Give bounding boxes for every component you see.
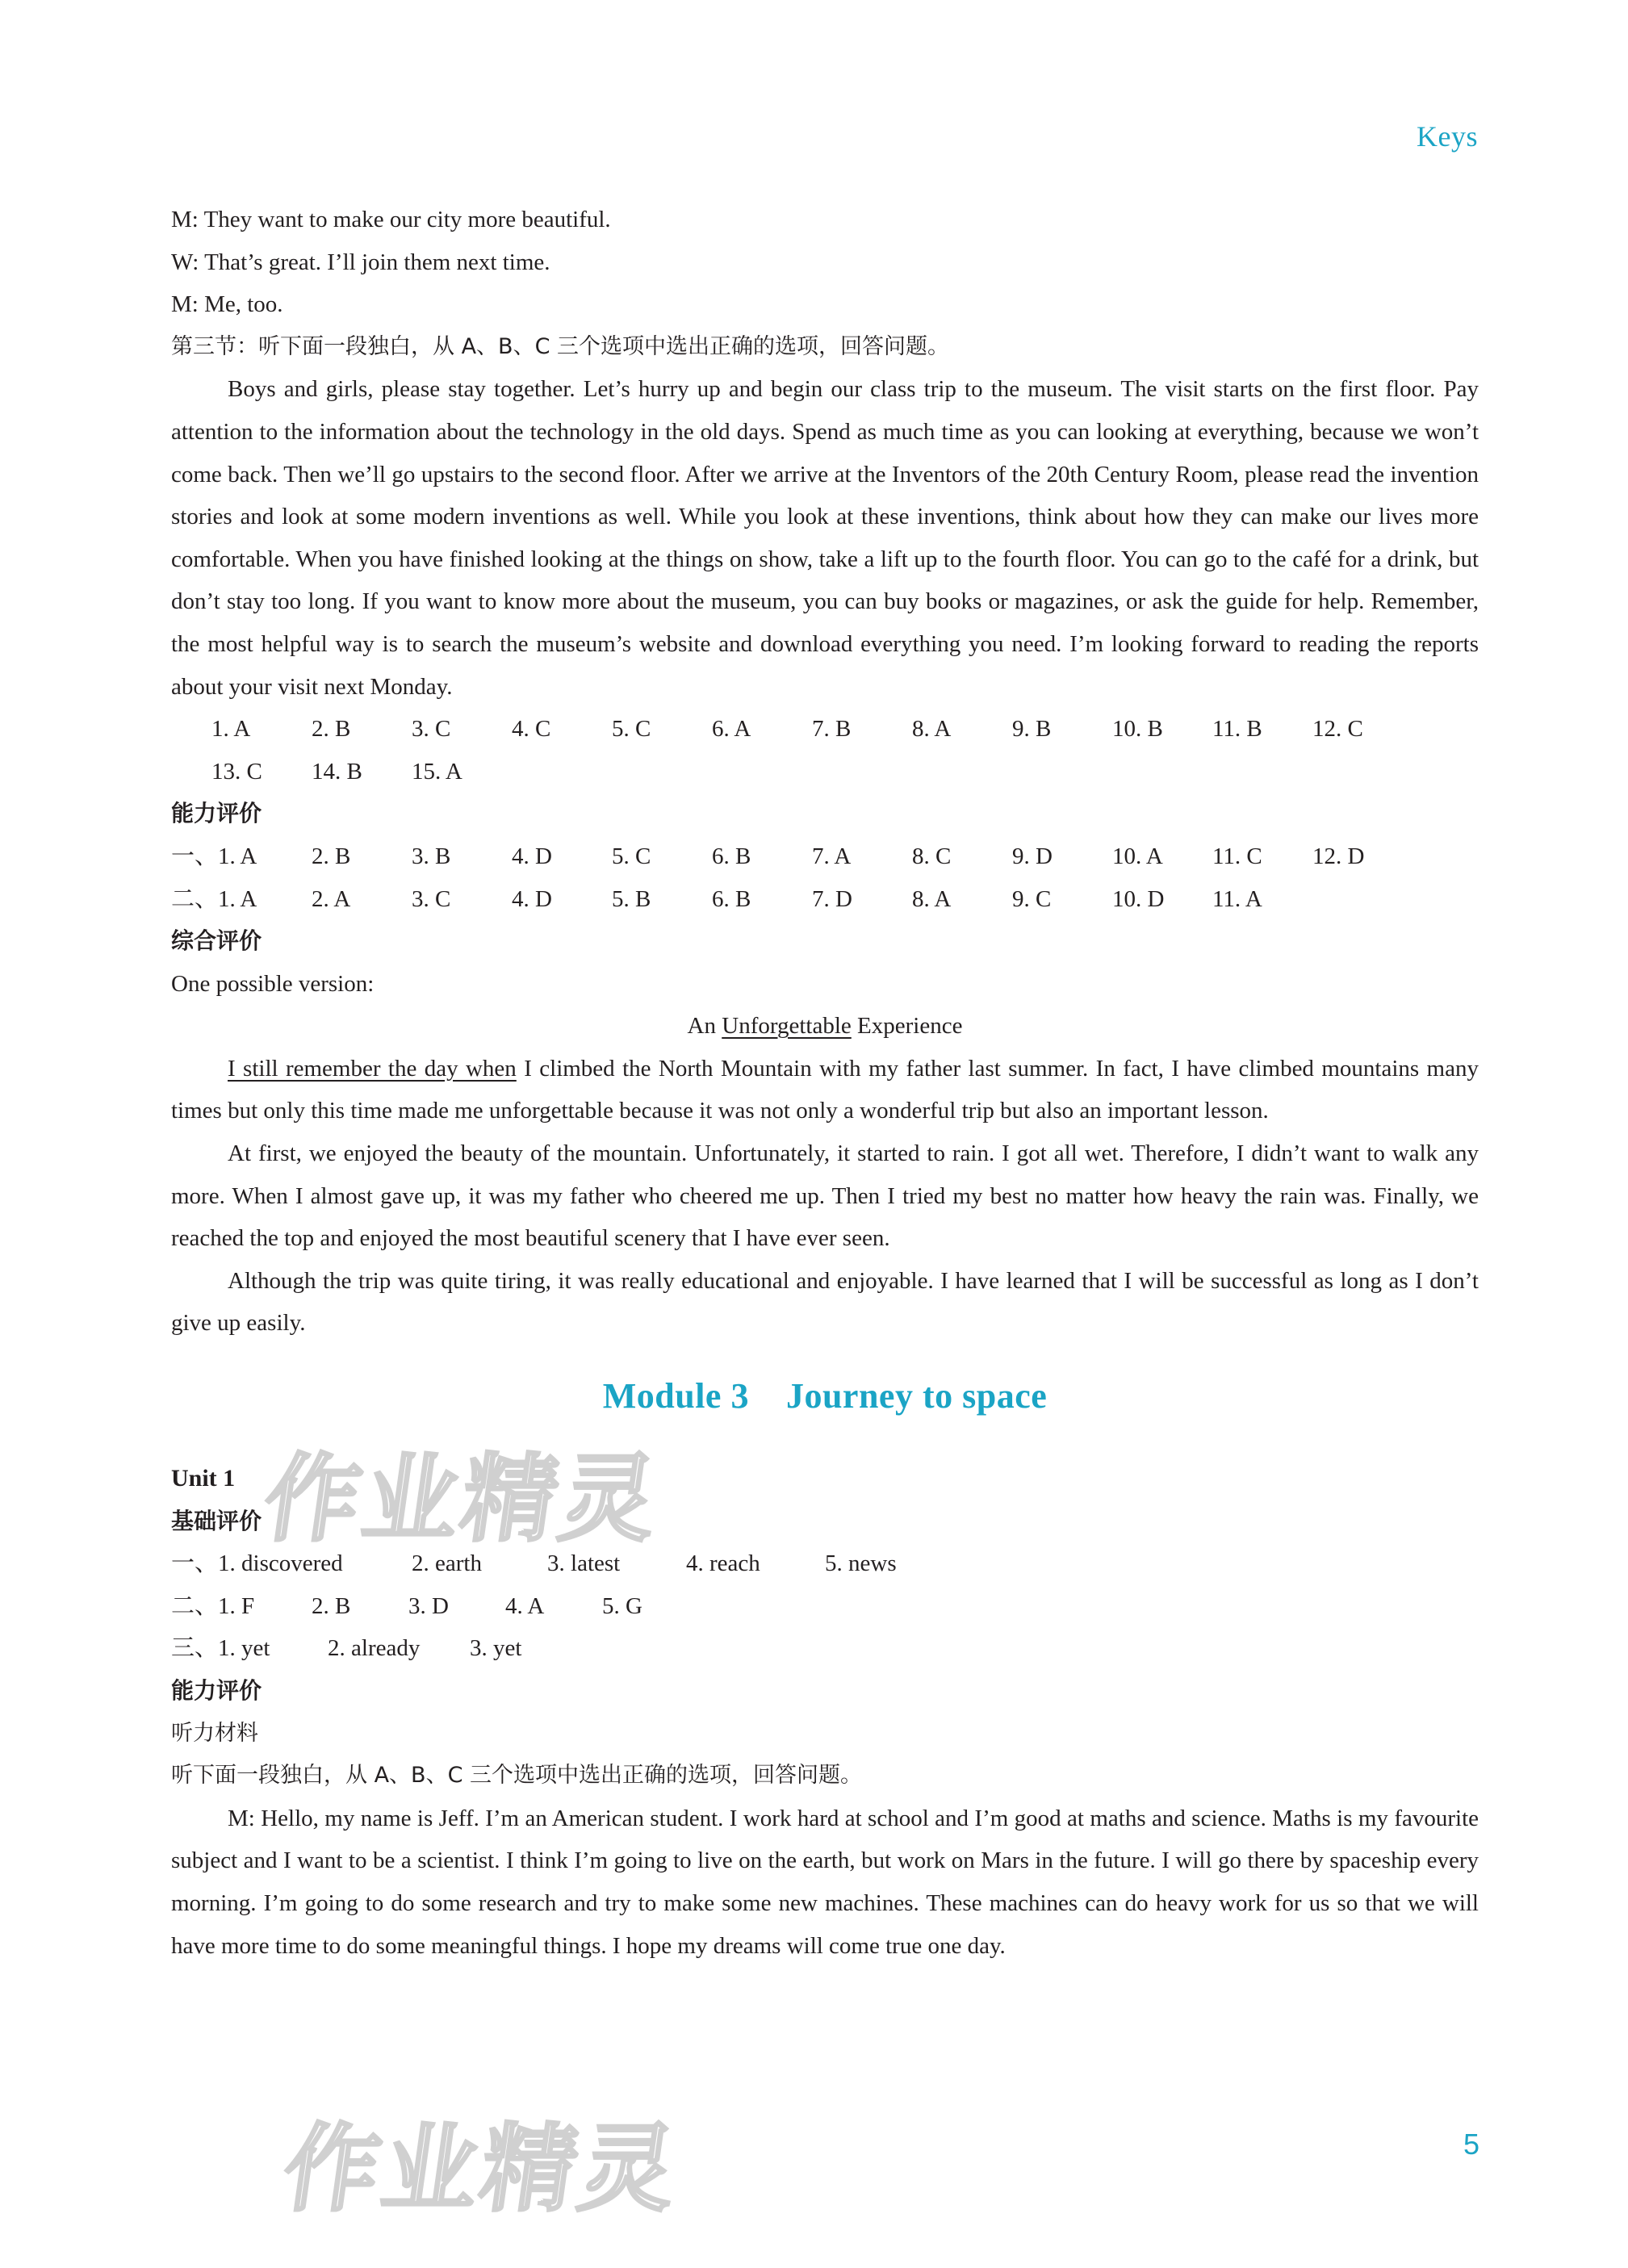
answer-item: 5. news: [825, 1550, 897, 1577]
answer-item: 13. C: [211, 758, 262, 785]
essay-paragraph: At first, we enjoyed the beauty of the mountain. Unfortunately, it started to rain. I got all wet. Therefore, I didn’t want to walk any more. When I almost gave up, it was my father who cheered me up. Then I tried my best no matter how heavy the rain was. Finally, we reached the top and enjoyed the most beautiful scenery that I have ever seen.: [171, 1140, 1479, 1252]
ability-answers-row1: [171, 835, 1479, 878]
listening-answers-row1: [171, 708, 1479, 751]
answer-item: 2. B: [312, 1592, 351, 1619]
answer-item: 5. C: [612, 716, 651, 743]
answer-item: 4. reach: [686, 1550, 760, 1577]
answer-item: 3. D: [408, 1592, 449, 1619]
answer-item: 11. C: [1212, 843, 1262, 869]
ability-answers-row2: [171, 878, 1479, 921]
essay-title: [171, 1005, 1479, 1048]
answer-item: 8. A: [912, 716, 952, 743]
essay-title-underlined: Unforgettable: [722, 1013, 852, 1040]
listening-answers-row2: [171, 751, 1479, 793]
watermark-logo: 作业精灵: [257, 1443, 668, 1555]
monologue-text: Boys and girls, please stay together. Let’s hurry up and begin our class trip to the museum. The visit starts on the first floor. Pay attention to the information about the technology in the old days. Spend as much time as you can looking at everything, because we won’t come back. Then we’ll go upstairs to the second floor. After we arrive at the Inventors of the 20th Century Room, please read the invention stories and look at some modern inventions as well. While you look at these inventions, think about how they can make our lives more comfortable. When you have finished looking at the things on show, take a lift up to the fourth floor. You can go to the café for a drink, but don’t stay too long. If you want to know more about the museum, you can buy books or magazines, or ask the guide for help. Remember, the most helpful way is to search the museum’s website and download everything you need. I’m looking forward to reading the reports about your visit next Monday.: [171, 376, 1479, 700]
answer-item: 15. A: [412, 758, 462, 785]
answer-item: [171, 878, 312, 921]
essay-title-part: Experience: [851, 1013, 963, 1040]
answer-item: 7. D: [812, 885, 852, 912]
dialogue-line: M: Me, too.: [171, 291, 283, 318]
section-heading: 能力评价: [171, 800, 262, 827]
answer-item: 9. B: [1012, 716, 1052, 743]
essay-title-part: An: [687, 1013, 722, 1040]
answer-item: 10. A: [1112, 843, 1163, 869]
answer-item: 3. latest: [547, 1550, 621, 1577]
section-heading: 基础评价: [171, 1507, 262, 1534]
answer-item: 12. D: [1312, 843, 1365, 869]
dialogue-line: M: They want to make our city more beautiful.: [171, 207, 611, 232]
module-title: [171, 1375, 1479, 1418]
row-label: 二、: [171, 1592, 219, 1619]
answer-item: 5. C: [612, 843, 651, 869]
answer-key-content: [171, 199, 1479, 1967]
section-heading: 能力评价: [171, 1677, 262, 1704]
answer-item: 2. already: [328, 1635, 421, 1662]
module-name: Journey to space: [785, 1376, 1048, 1416]
answer-item: 4. D: [512, 885, 552, 912]
module-label: Module 3: [602, 1376, 749, 1416]
page-number: 5: [1463, 2128, 1479, 2161]
answer-item: 4. D: [512, 843, 552, 869]
running-header: Keys: [1417, 120, 1478, 153]
answer-item: 11. B: [1212, 716, 1262, 743]
answer-item: 7. B: [812, 716, 852, 743]
answer-item: 3. C: [412, 716, 451, 743]
answer-item: 2. B: [312, 716, 351, 743]
section3-instruction: 第三节：听下面一段独白，从 A、B、C 三个选项中选出正确的选项，回答问题。: [171, 333, 950, 359]
listening-material-label: 听力材料: [171, 1720, 258, 1746]
essay-text: I climbed the North Mountain with my father last summer. In fact, I have climbed mountains many times but only this time made me unforgettable because it was not only a wonderful trip but also an important lesson.: [171, 1055, 1479, 1124]
basic-answers-row3: [171, 1627, 1479, 1670]
answer-item: 9. D: [1012, 843, 1053, 869]
possible-version-label: One possible version:: [171, 970, 375, 997]
answer-item: 8. A: [912, 885, 952, 912]
row-label: 三、: [171, 1635, 219, 1662]
listening-instruction: 听下面一段独白，从 A、B、C 三个选项中选出正确的选项，回答问题。: [171, 1763, 863, 1789]
answer-item: 6. B: [712, 843, 751, 869]
answer-text: 1. A: [218, 885, 257, 912]
answer-item: 8. C: [912, 843, 952, 869]
answer-item: 6. A: [712, 716, 751, 743]
essay-paragraph: Although the trip was quite tiring, it was really educational and enjoyable. I have learned that I will be successful as long as I don’t give up easily.: [171, 1267, 1479, 1337]
answer-item: 5. B: [612, 885, 651, 912]
basic-answers-row2: [171, 1585, 1479, 1628]
row-label: 二、: [171, 885, 219, 912]
essay-paragraph: [171, 1048, 1479, 1132]
answer-item: 2. A: [312, 885, 351, 912]
answer-item: 14. B: [312, 758, 362, 785]
jeff-monologue: M: Hello, my name is Jeff. I’m an American student. I work hard at school and I’m good at maths and science. Maths is my favourite subject and I want to be a scientist. I think I’m going to live on the earth, but work on Mars in the future. I will go there by spaceship every morning. I’m going to do some research and try to make some new machines. These machines can do heavy work for us so that we will have more time to do some meaningful things. I hope my dreams will come true one day.: [171, 1805, 1479, 1959]
section-heading: 综合评价: [171, 927, 262, 955]
answer-item: 10. D: [1112, 885, 1165, 912]
row-label: 一、: [171, 843, 219, 869]
unit-heading: Unit 1: [171, 1465, 236, 1492]
dialogue-line: W: That’s great. I’ll join them next time.: [171, 249, 550, 275]
answer-item: 7. A: [812, 843, 852, 869]
answer-item: 1. discovered: [218, 1550, 343, 1577]
answer-text: 1. A: [218, 843, 257, 869]
answer-item: 3. C: [412, 885, 451, 912]
answer-item: 1. A: [211, 716, 251, 743]
answer-item: [171, 835, 312, 878]
answer-item: 6. B: [712, 885, 751, 912]
answer-item: 5. G: [602, 1592, 642, 1619]
essay-underlined-phrase: I still remember the day when: [228, 1055, 517, 1082]
answer-item: 12. C: [1312, 716, 1363, 743]
answer-item: 4. A: [505, 1592, 545, 1619]
watermark-logo: 作业精灵: [276, 2113, 687, 2224]
answer-item: 9. C: [1012, 885, 1052, 912]
row-label: 一、: [171, 1550, 219, 1577]
answer-item: 2. B: [312, 843, 351, 869]
answer-item: 2. earth: [412, 1550, 482, 1577]
answer-item: 11. A: [1212, 885, 1262, 912]
answer-item: 3. yet: [470, 1635, 522, 1662]
answer-item: 10. B: [1112, 716, 1163, 743]
answer-item: 3. B: [412, 843, 451, 869]
answer-item: 1. yet: [218, 1635, 270, 1662]
answer-item: 1. F: [218, 1592, 255, 1619]
answer-item: 4. C: [512, 716, 551, 743]
